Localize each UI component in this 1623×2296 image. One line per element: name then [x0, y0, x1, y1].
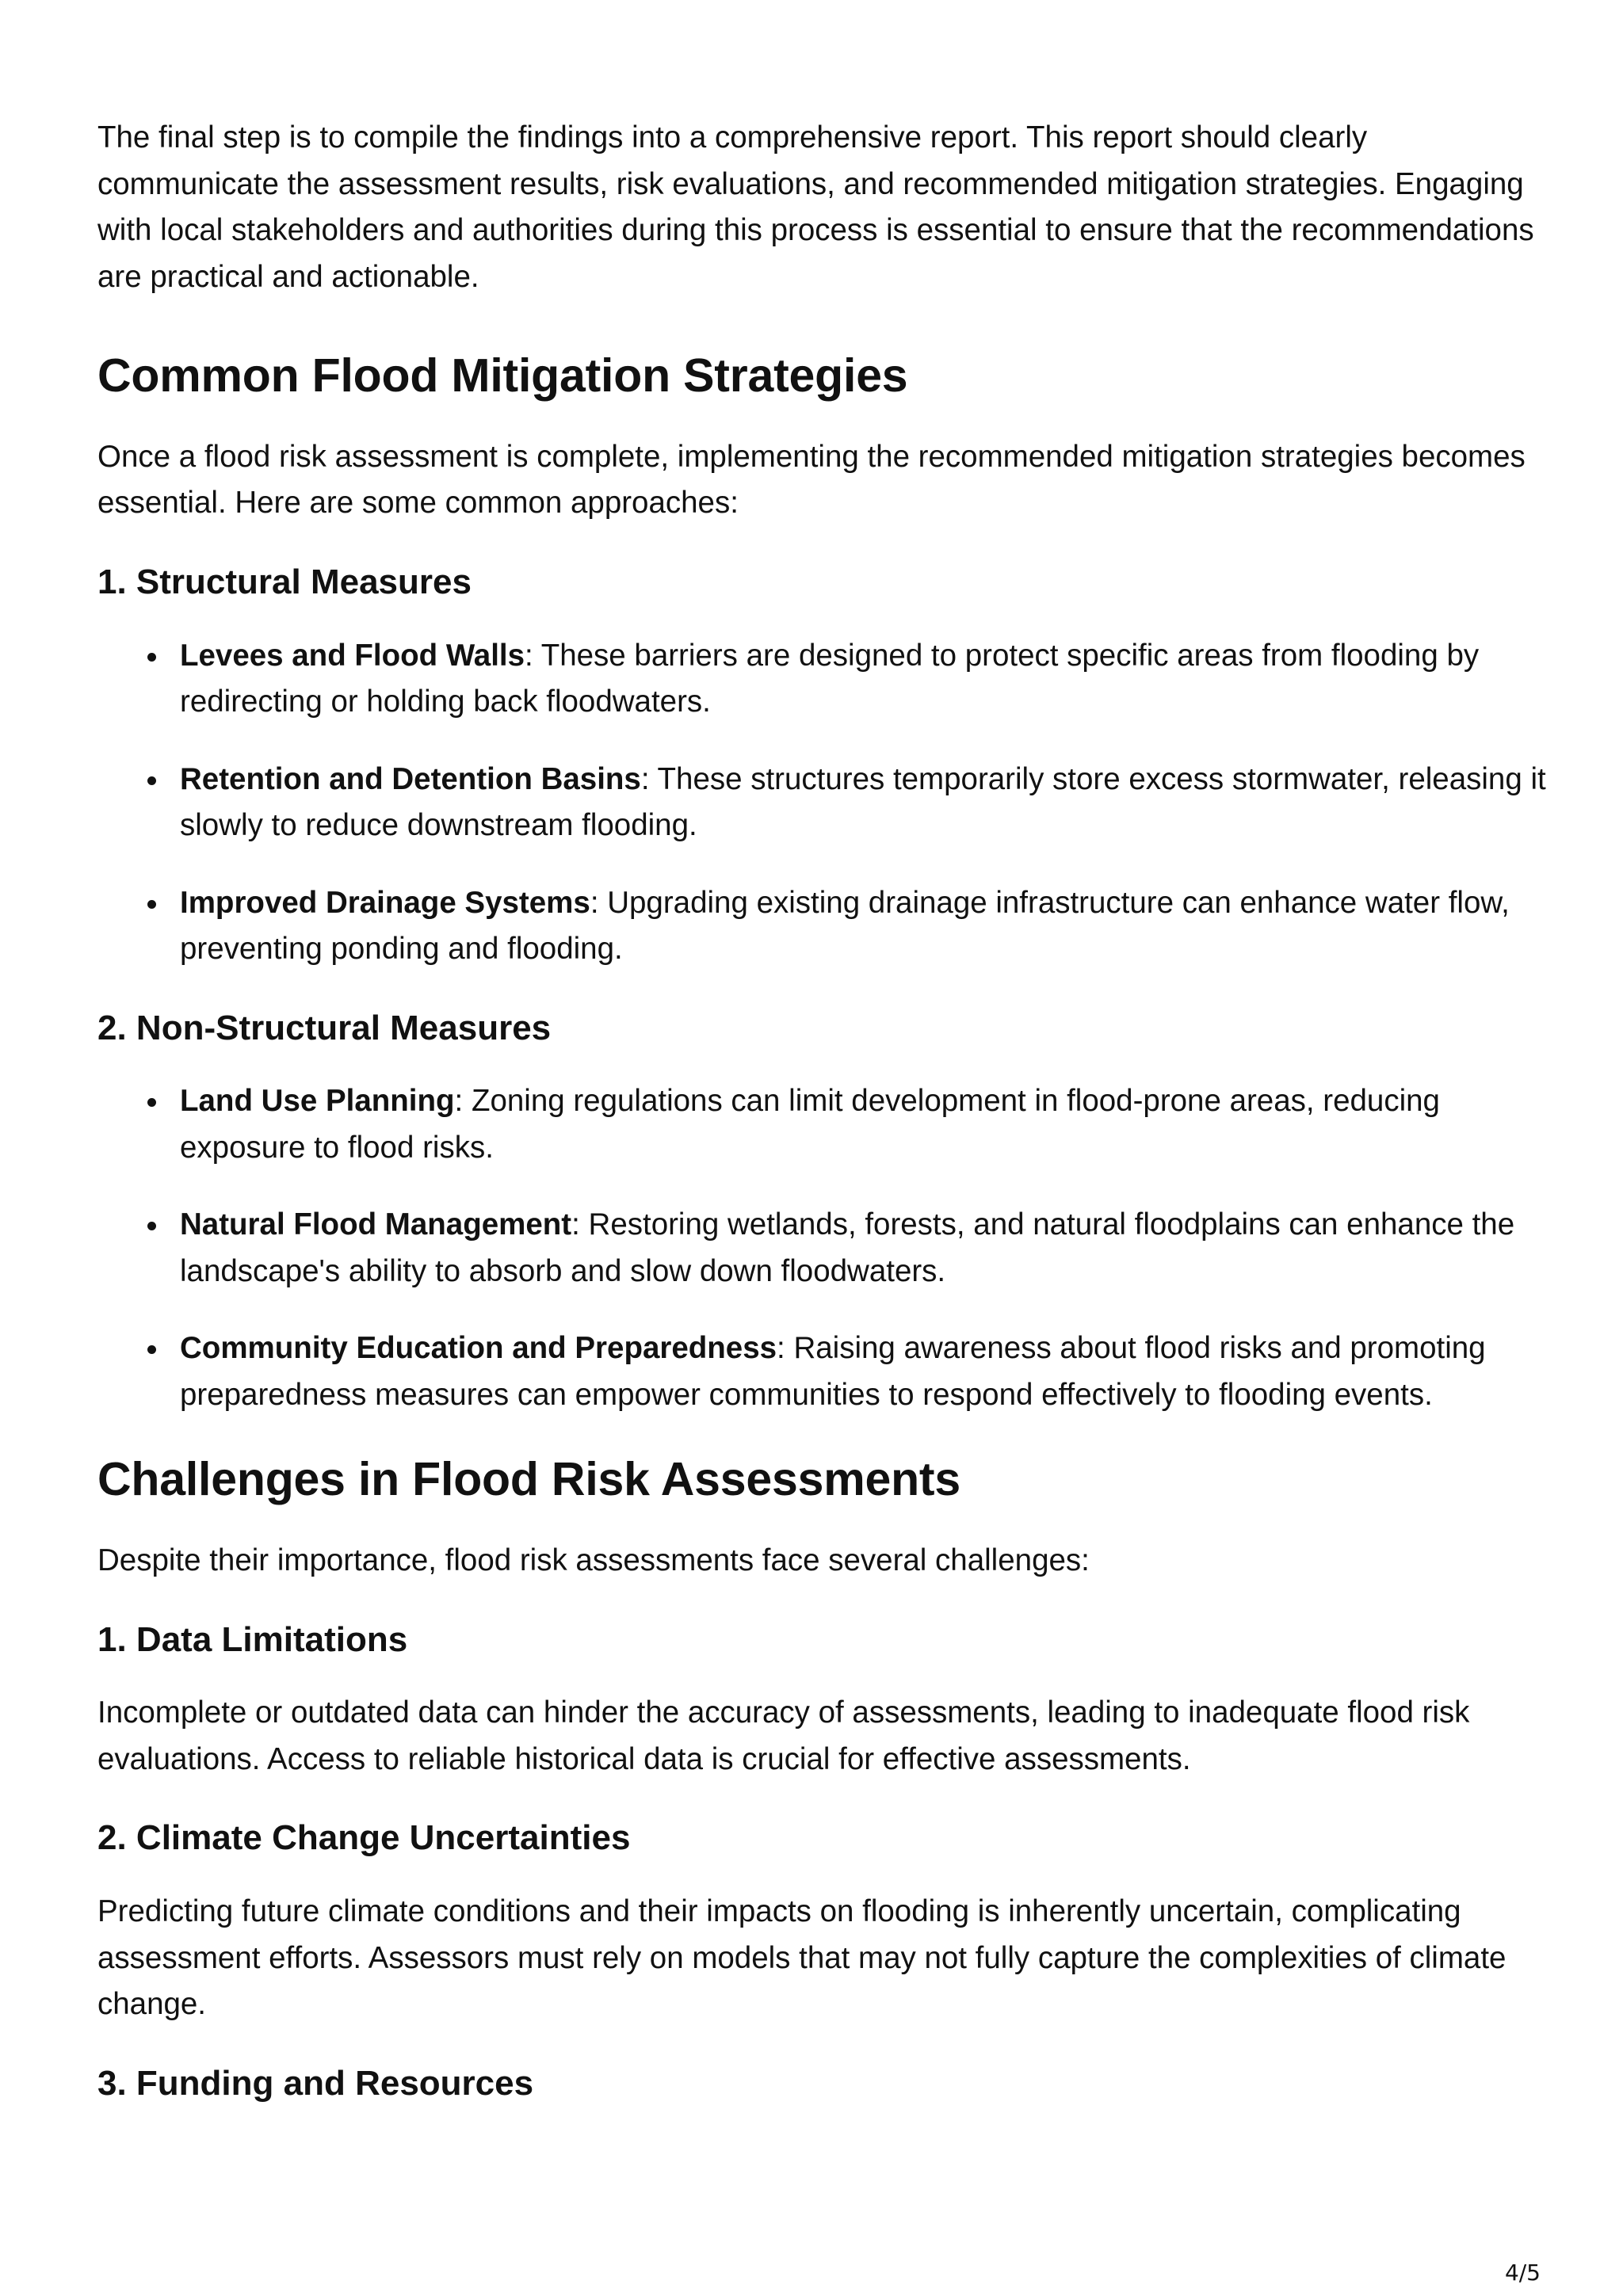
page-number: 4/5 [1504, 2260, 1541, 2286]
heading-non-structural-measures: 2. Non-Structural Measures [97, 1008, 552, 1047]
mitigation-intro: Once a flood risk assessment is complete, implementing the recommended mitigation strategies becomes essential. Here are some common approaches: [97, 439, 1526, 521]
heading-funding-resources: 3. Funding and Resources [97, 2063, 534, 2103]
intro-paragraph: The final step is to compile the findings into a comprehensive report. This report should clearly communicate the assessment results, risk evaluations, and recommended mitigation strategies. Engaging with local stakeholders and authorities during this process is essential to ensure that the recommendations are practical and actionable. [97, 120, 1534, 294]
list-item-text: : These structures temporarily store excess stormwater, releasing it slowly to reduce downstream flooding. [180, 761, 1546, 843]
list-item-text: : Upgrading existing drainage infrastructure can enhance water flow, preventing ponding and flooding. [180, 885, 1510, 967]
heading-climate-change: 2. Climate Change Uncertainties [97, 1818, 631, 1858]
list-item [97, 757, 1548, 849]
list-item-text: : Zoning regulations can limit development in flood-prone areas, reducing exposure to flood risks. [180, 1084, 1440, 1165]
list-item-term: Natural Flood Management [180, 1207, 572, 1242]
list-item [97, 1202, 1548, 1295]
climate-change-text: Predicting future climate conditions and their impacts on flooding is inherently uncertain, complicating assessment efforts. Assessors must rely on models that may not fully capture the complexities of climate change. [97, 1894, 1507, 2022]
list-item-text: : Restoring wetlands, forests, and natural floodplains can enhance the landscape's ability to absorb and slow down floodwaters. [180, 1207, 1515, 1288]
heading-data-limitations: 1. Data Limitations [97, 1619, 408, 1659]
list-item-term: Levees and Flood Walls [180, 638, 525, 673]
list-item-term: Land Use Planning [180, 1084, 455, 1119]
list-item [97, 633, 1548, 726]
heading-mitigation-strategies: Common Flood Mitigation Strategies [97, 349, 908, 402]
list-item-term: Community Education and Preparedness [180, 1331, 777, 1366]
heading-structural-measures: 1. Structural Measures [97, 562, 472, 601]
document-page [97, 0, 1548, 2105]
list-item-text: : These barriers are designed to protect specific areas from flooding by redirecting or holding back floodwaters. [180, 638, 1480, 719]
list-item-term: Improved Drainage Systems [180, 885, 590, 920]
list-item [97, 880, 1548, 973]
list-item [97, 1078, 1548, 1171]
challenges-intro: Despite their importance, flood risk assessments face several challenges: [97, 1543, 1090, 1578]
non-structural-measures-list [97, 1078, 1548, 1418]
list-item [97, 1325, 1548, 1418]
structural-measures-list [97, 633, 1548, 973]
data-limitations-text: Incomplete or outdated data can hinder the accuracy of assessments, leading to inadequate flood risk evaluations. Access to reliable historical data is crucial for effective assessments. [97, 1695, 1470, 1776]
list-item-text: : Raising awareness about flood risks and promoting preparedness measures can empower communities to respond effectively to flooding events. [180, 1331, 1486, 1412]
list-item-term: Retention and Detention Basins [180, 761, 641, 796]
heading-challenges: Challenges in Flood Risk Assessments [97, 1453, 960, 1506]
